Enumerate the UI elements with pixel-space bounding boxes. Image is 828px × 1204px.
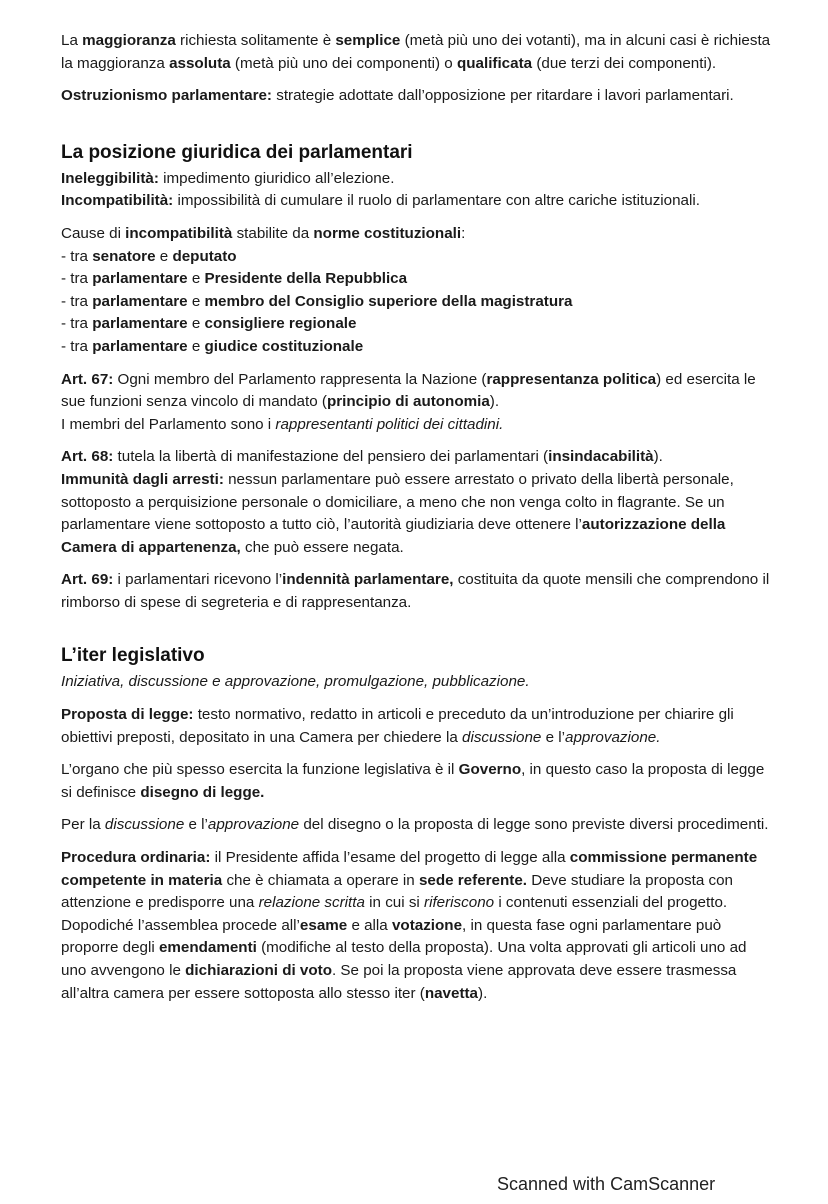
paragraph-ineleggibilita: Ineleggibilità: impedimento giuridico all’elezione. Incompatibilità: impossibilità di cumulare il ruolo di parlamentare con altre cariche istituzionali.	[61, 169, 700, 210]
incompatibility-list	[61, 223, 773, 359]
paragraph-maggioranza: La maggioranza richiesta solitamente è semplice (metà più uno dei votanti), ma in alcuni casi è richiesta la maggioranza assoluta (metà più uno dei componenti) o qualificata (due terzi dei componenti).	[61, 32, 771, 72]
list-intro: Cause di incompatibilità stabilite da norme costituzionali:	[61, 224, 466, 242]
paragraph-procedura-ordinaria: Procedura ordinaria: il Presidente affida l’esame del progetto di legge alla commissione permanente competente in materia che è chiamata a operare in sede referente. Deve studiare la proposta con attenzione e predisporre una relazione scritta in cui si riferiscono i contenuti essenziali del progetto. Dopodiché l’assemblea procede all’esame e alla votazione, in questa fase ogni parlamentare può proporre degli emendamenti (modifiche al testo della proposta). Una volta approvati gli articoli uno ad uno avvengono le dichiarazioni di voto. Se poi la proposta viene approvata deve essere trasmessa all’altra camera per essere sottoposta allo stesso iter (navetta).	[61, 849, 758, 1002]
paragraph-fasi: Iniziativa, discussione e approvazione, promulgazione, pubblicazione.	[61, 673, 530, 691]
paragraph-art-67: Art. 67: Ogni membro del Parlamento rappresenta la Nazione (rappresentanza politica) ed esercita le sue funzioni senza vincolo di mandato (principio di autonomia). I membri del Parlamento sono i rappresentanti politici dei cittadini.	[61, 370, 756, 433]
section-heading-iter-legislativo: L’iter legislativo	[61, 645, 205, 667]
section-heading-posizione-giuridica: La posizione giuridica dei parlamentari	[61, 141, 413, 163]
paragraph-procedimenti: Per la discussione e l’approvazione del disegno o la proposta di legge sono previste diversi procedimenti.	[61, 816, 769, 834]
paragraph-art-68: Art. 68: tutela la libertà di manifestazione del pensiero dei parlamentari (insindacabilità). Immunità dagli arresti: nessun parlamentare può essere arrestato o privato della libertà personale, sottoposto a perquisizione personale o domiciliare, a meno che non venga colto in flagrante. Se un parlamentare viene sottoposto a tutto ciò, l’autorità giudiziaria deve ottenere l’autorizzazione della Camera di appartenenza, che può essere negata.	[61, 448, 734, 556]
list-item: - tra parlamentare e giudice costituzionale	[61, 337, 364, 355]
paragraph-governo: L’organo che più spesso esercita la funzione legislativa è il Governo, in questo caso la proposta di legge si definisce disegno di legge.	[61, 761, 765, 801]
paragraph-ostruzionismo: Ostruzionismo parlamentare: strategie adottate dall’opposizione per ritardare i lavori parlamentari.	[61, 87, 734, 105]
document-page	[61, 30, 773, 1015]
list-item: - tra parlamentare e consigliere regionale	[61, 315, 357, 333]
list-item: - tra parlamentare e membro del Consiglio superiore della magistratura	[61, 292, 573, 310]
paragraph-proposta-di-legge: Proposta di legge: testo normativo, redatto in articoli e preceduto da un’introduzione per chiarire gli obiettivi preposti, depositato in una Camera per chiedere la discussione e l’approvazione.	[61, 706, 734, 746]
list-item: - tra senatore e deputato	[61, 247, 237, 265]
paragraph-art-69: Art. 69: i parlamentari ricevono l’indennità parlamentare, costituita da quote mensili che comprendono il rimborso di spese di segreteria e di rappresentanza.	[61, 571, 770, 611]
camscanner-watermark: Scanned with CamScanner	[497, 1174, 716, 1194]
list-item: - tra parlamentare e Presidente della Repubblica	[61, 270, 408, 288]
